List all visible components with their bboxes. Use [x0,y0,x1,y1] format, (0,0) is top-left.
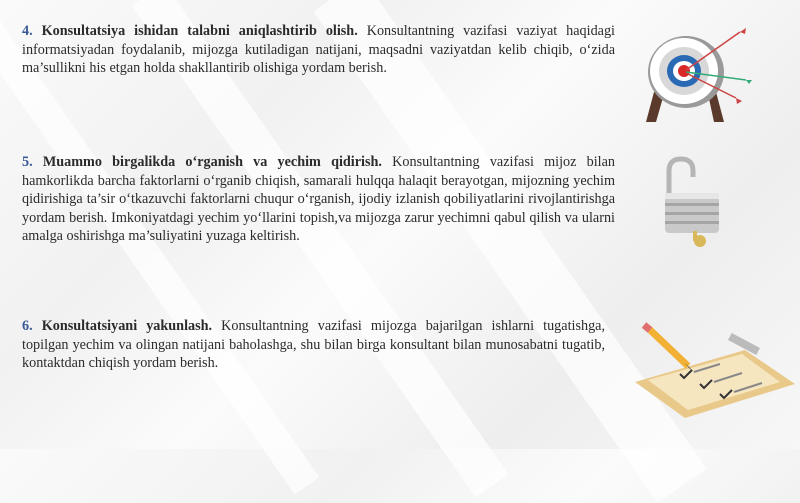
section-text: Konsultantning vazifasi mijoz bilan hamkorlikda barcha faktorlarni o‘rganib chiqish, samarali hulqqa halaqit berayotgan, mijozning yechim qidirishiga ta’sir o‘tkazuvchi faktorlarni chuqur o‘rganish, ijodiy izlanish qobiliyatlarini rivojlantirishga yordam berish. Imkoniyatdagi yechim yo‘llarini topish,va mijozga zarur yechimni qabul qilish va ularni amalga oshirishga ma’suliyatini yuzaga keltirish. [22,154,615,245]
section-text: Konsultantning vazifasi mijozga bajarilgan ishlarni tugatishga, topilgan yechim va olingan natijani baholashga, shu bilan birga konsultant bilan munosabatni tugatib, kontaktdan chiqish yordam berish. [22,318,606,372]
section-number: 4. [22,23,33,39]
target-arrows-icon [636,22,756,130]
section-number: 6. [22,318,33,334]
section-number: 5. [22,154,33,170]
section-4-paragraph [22,22,615,78]
section-text: Konsultantning vazifasi vaziyat haqidagi informatsiyadan foydalanib, mijozga kutiladigan natijani, maqsadni vaziyatdan kelib chiqib, o‘zida ma’sullikni his etgan holda shakllantirib olishiga yordam berish. [22,23,615,77]
checklist-pencil-icon [630,322,800,427]
section-heading: Muammo birgalikda o‘rganish va yechim qidirish. [42,154,382,170]
section-heading: Konsultatsiya ishidan talabni aniqlashtirib olish. [41,23,358,39]
open-padlock-key-icon [655,155,725,255]
section-heading: Konsultatsiyani yakunlash. [41,318,213,334]
section-5-paragraph [22,153,615,246]
section-6-paragraph [22,317,605,373]
